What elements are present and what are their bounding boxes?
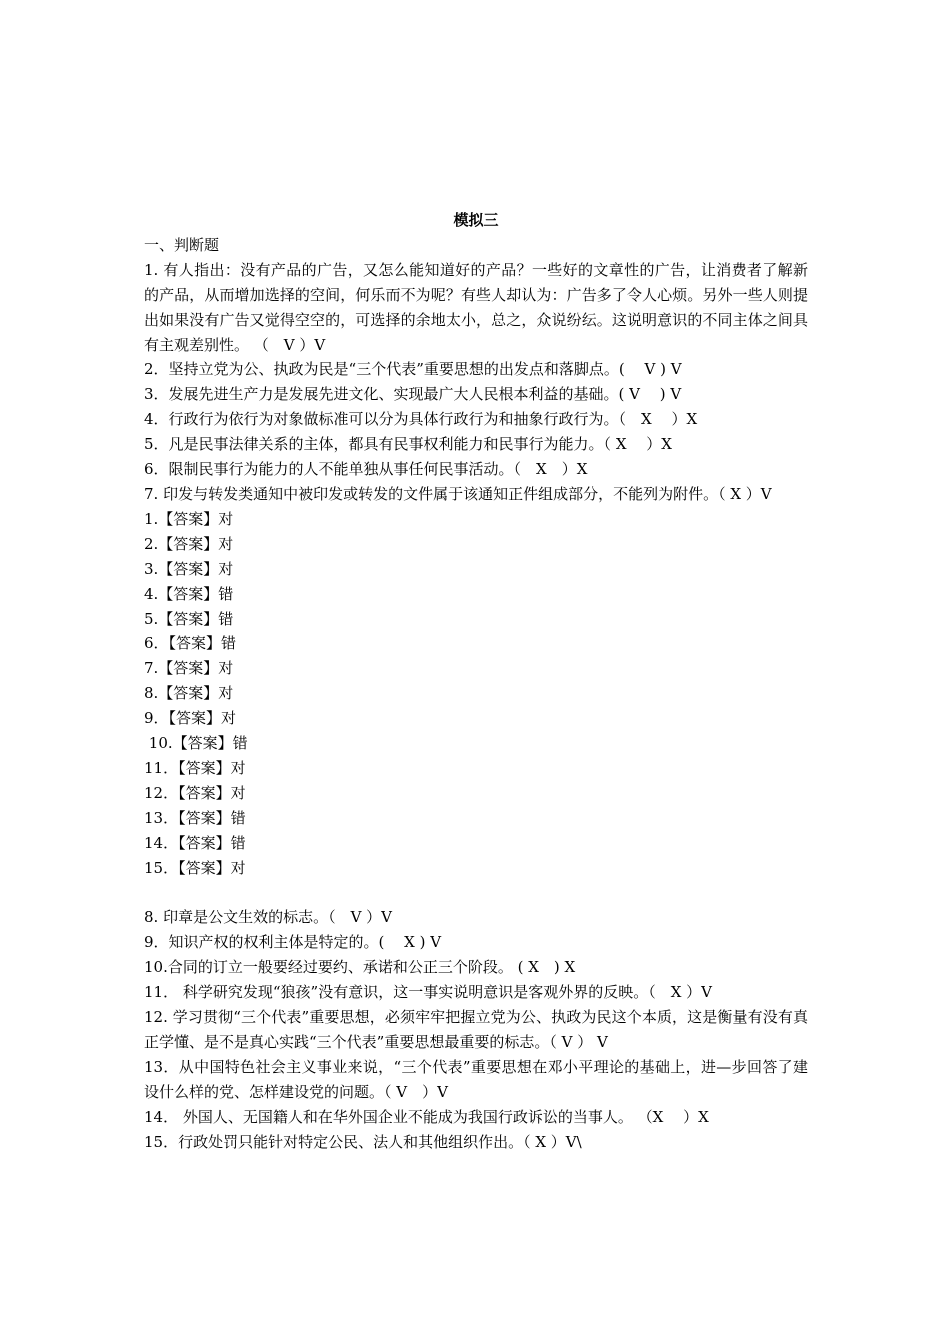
question-15: 15．行政处罚只能针对特定公民、法人和其他组织作出。（ X ）V\	[144, 1132, 582, 1151]
answer-9: 9．【答案】对	[144, 709, 237, 728]
question-8: 8. 印章是公文生效的标志。（ V ）V	[144, 908, 393, 927]
question-11: 11． 科学研究发现“狼孩”没有意识，这一事实说明意识是客观外界的反映。（ X ）V	[144, 983, 712, 1002]
blank-line	[144, 880, 808, 905]
question-5: 5．凡是民事法律关系的主体，都具有民事权利能力和民事行为能力。（ X ）X	[144, 435, 672, 454]
answer-15: 15．【答案】对	[144, 858, 246, 877]
question-10: 10.合同的订立一般要经过要约、承诺和公正三个阶段。 ( X ) X	[144, 958, 576, 977]
answer-4: 4.【答案】错	[144, 584, 234, 603]
document-title: 模拟三	[453, 211, 499, 229]
answer-10: 10.【答案】错	[144, 734, 248, 753]
answer-13: 13．【答案】错	[144, 808, 246, 827]
answer-11: 11．【答案】对	[144, 758, 246, 777]
section-heading: 一、判断题	[144, 235, 220, 254]
question-9: 9．知识产权的权利主体是特定的。( X ) V	[144, 933, 442, 952]
document-page	[144, 208, 808, 1154]
question-12: 12. 学习贯彻“三个代表”重要思想，必须牢牢把握立党为公、执政为民这个本质，这是衡量有没有真正学懂、是不是真心实践“三个代表”重要思想最重要的标志。（ V ） V	[144, 1007, 808, 1051]
question-6: 6．限制民事行为能力的人不能单独从事任何民事活动。（ X ）X	[144, 460, 588, 479]
answer-2: 2.【答案】对	[144, 534, 234, 553]
answer-6: 6．【答案】错	[144, 634, 237, 653]
answer-5: 5.【答案】错	[144, 609, 234, 628]
question-1: 1. 有人指出：没有产品的广告，又怎么能知道好的产品？一些好的文章性的广告，让消费者了解新的产品，从而增加选择的空间，何乐而不为呢？有些人却认为：广告多了令人心烦。另外一些人则提出如果没有广告又觉得空空的，可选择的余地太小，总之，众说纷纭。这说明意识的不同主体之间具有主观差别性。 （ V ）V	[144, 260, 808, 354]
answer-12: 12．【答案】对	[144, 783, 246, 802]
question-14: 14． 外国人、无国籍人和在华外国企业不能成为我国行政诉讼的当事人。 （X ）X	[144, 1107, 709, 1126]
answer-14: 14．【答案】错	[144, 833, 246, 852]
question-4: 4．行政行为依行为对象做标准可以分为具体行政行为和抽象行政行为。（ X ）X	[144, 410, 698, 429]
answer-8: 8.【答案】对	[144, 684, 234, 703]
question-2: 2．坚持立党为公、执政为民是“三个代表”重要思想的出发点和落脚点。( V ) V	[144, 360, 682, 379]
question-3: 3．发展先进生产力是发展先进文化、实现最广大人民根本利益的基础。( V ) V	[144, 385, 682, 404]
answer-1: 1.【答案】对	[144, 509, 234, 528]
answer-7: 7.【答案】对	[144, 659, 234, 678]
answer-3: 3.【答案】对	[144, 559, 234, 578]
question-7: 7. 印发与转发类通知中被印发或转发的文件属于该通知正件组成部分，不能列为附件。（ X ）V	[144, 484, 772, 503]
question-13: 13．从中国特色社会主义事业来说，“三个代表”重要思想在邓小平理论的基础上，进—步回答了建设什么样的党、怎样建设党的问题。（ V ）V	[144, 1057, 808, 1101]
